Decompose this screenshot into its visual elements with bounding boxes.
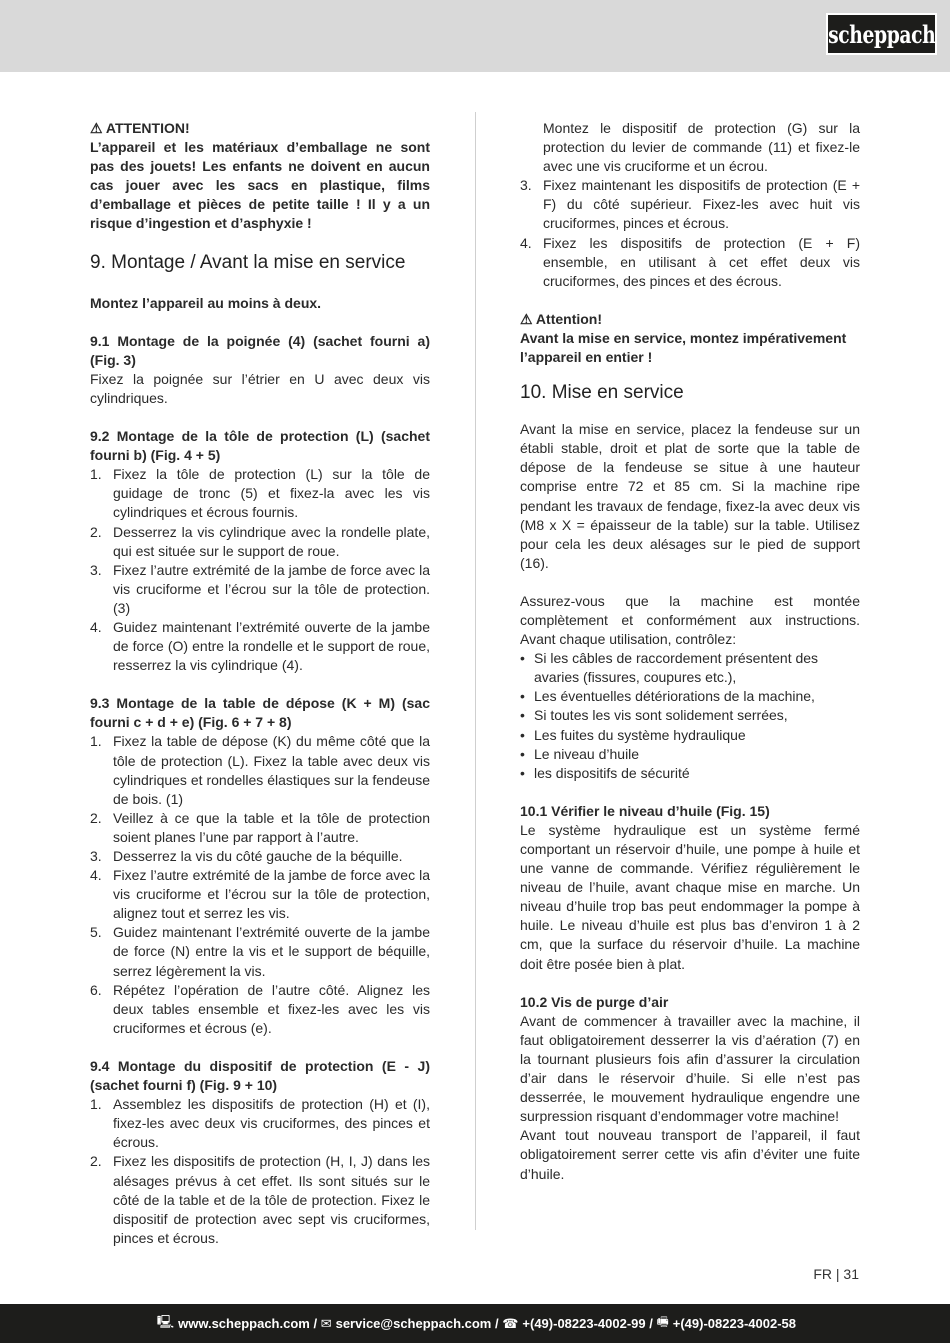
list-item: 6. Répétez l’opération de l’autre côté. Alignez les deux tables ensemble et fixez-les avec les vis cruciformes et écrous (e). <box>90 981 430 1036</box>
s94-list-continued <box>520 176 860 291</box>
s93-title: 9.3 Montage de la table de dépose (K + M) (sac fourni c + d + e) (Fig. 6 + 7 + 8) <box>90 695 430 731</box>
list-item: 1. Assemblez les dispositifs de protection (H) et (I), fixez-les avec deux vis cruciformes, des pinces et écrous. <box>90 1096 430 1151</box>
section-10-paragraph-2: Assurez-vous que la machine est montée complètement et conformément aux instructions. Avant chaque utilisation, contrôlez: <box>520 592 860 648</box>
list-item: 4. Fixez l’autre extrémité de la jambe de force avec la vis cruciforme et l’écrou sur la tôle de protection, alignez tout et serrez les vis. <box>90 867 430 922</box>
list-item: • Les fuites du système hydraulique <box>520 726 860 745</box>
section-10-paragraph-1: Avant la mise en service, placez la fendeuse sur un établi stable, droit et plat de sorte que la table de dépose de la fendeuse se situe à une hauteur comprise entre 72 et 85 cm. Si la machine ripe pendant les travaux de fendage, fixez-la avec deux vis (M8 x X = épaisseur de la table) sur la table. Utilisez pour cela les deux alésages sur le pied de support (16). <box>520 421 860 571</box>
section-9-title: 9. Montage / Avant la mise en service <box>90 251 406 273</box>
left-column <box>90 119 430 1248</box>
list-item: • Si toutes les vis sont solidement serrées, <box>520 706 860 725</box>
brand-name: scheppach <box>827 19 936 49</box>
phone-number: +(49)-08223-4002-99 / <box>522 1316 653 1331</box>
list-item: 4. Guidez maintenant l’extrémité ouverte de la jambe de force (O) entre la rondelle et le support de roue, resserrez la vis cylindrique (4). <box>90 618 430 674</box>
computer-icon: 🖳 <box>156 1313 175 1329</box>
list-item: 1. Fixez la tôle de protection (L) sur la tôle de guidage de tronc (5) et fixez-la avec les vis cylindriques et écrous fournis. <box>90 466 430 521</box>
list-item: 3. Fixez maintenant les dispositifs de protection (E + F) du côté supérieur. Fixez-les avec huit vis cruciformes, pinces et écrous. <box>520 177 860 232</box>
list-item: • Le niveau d’huile <box>520 745 860 764</box>
page-number: FR | 31 <box>813 1266 859 1282</box>
s92-title: 9.2 Montage de la tôle de protection (L) (sachet fourni b) (Fig. 4 + 5) <box>90 428 430 464</box>
continued-text: Montez le dispositif de protection (G) sur la protection du levier de commande (11) et fixez-le avec une vis cruciforme et un écrou. <box>543 120 860 175</box>
email-link[interactable]: service@scheppach.com / <box>335 1316 499 1331</box>
attention-title: ⚠ Attention! <box>520 310 603 327</box>
phone-icon: ☎ <box>502 1315 519 1331</box>
intro-text: Montez l’appareil au moins à deux. <box>90 294 322 311</box>
column-divider <box>475 112 476 1230</box>
s91-text: Fixez la poignée sur l’étrier en U avec deux vis cylindriques. <box>90 370 430 406</box>
s102-text-2: Avant tout nouveau transport de l’appareil, il faut obligatoirement serrer cette vis afin d’éviter une fuite d’huile. <box>520 1127 860 1182</box>
list-item: 1. Fixez la table de dépose (K) du même côté que la tôle de protection (L). Fixez la table avec deux vis cylindriques et rondelles élastiques sur la fendeuse de bois. (1) <box>90 733 430 807</box>
s101-title: 10.1 Vérifier le niveau d’huile (Fig. 15) <box>520 802 770 819</box>
mail-icon: ✉ <box>320 1315 332 1331</box>
list-item: 3. Fixez l’autre extrémité de la jambe de force avec la vis cruciforme et l’écrou sur la tôle de protection. (3) <box>90 561 430 616</box>
list-item: 2. Fixez les dispositifs de protection (H, I, J) dans les alésages prévus à cet effet. Ils sont situés sur le côté de la table et de la tôle de protection. Fixez le dispositif de protection avec sept vis cruciformes, pinces et écrous. <box>90 1153 430 1246</box>
s102-title: 10.2 Vis de purge d’air <box>520 993 669 1010</box>
list-item: 2. Veillez à ce que la table et la tôle de protection soient planes l’une par rapport à l’autre. <box>90 809 430 845</box>
right-column <box>520 119 860 1184</box>
s92-list <box>90 465 430 675</box>
list-item: • Les éventuelles détériorations de la machine, <box>520 687 860 706</box>
warning-text: L’appareil et les matériaux d’emballage ne sont pas des jouets! Les enfants ne doivent en aucun cas jouer avec les sacs en plastique, films d’emballage et pièces de petite taille ! Il y a un risque d’ingestion et d’asphyxie ! <box>90 139 430 232</box>
s102-text: Avant de commencer à travailler avec la machine, il faut obligatoirement desserrer la vis d’aération (7) en la tournant plusieurs fois afin d’assurer la circulation d’air dans le réservoir d’huile. Si elle n’est pas desserrée, le mouvement hydraulique engendre une surpression risquant d’endommager votre machine! <box>520 1012 860 1125</box>
list-item: 4. Fixez les dispositifs de protection (E + F) ensemble, en utilisant à cet effet deux vis cruciformes, des pinces et des écrous. <box>520 234 860 289</box>
s93-list <box>90 732 430 1038</box>
list-item: 5. Guidez maintenant l’extrémité ouverte de la jambe de force (N) entre la vis et le support de béquille, serrez légèrement la vis. <box>90 924 430 979</box>
attention-text: Avant la mise en service, montez impérativement l’appareil en entier ! <box>520 329 847 366</box>
list-item: 3. Desserrez la vis du côté gauche de la béquille. <box>90 848 403 864</box>
s94-title: 9.4 Montage du dispositif de protection (E - J) (sachet fourni f) (Fig. 9 + 10) <box>90 1057 430 1094</box>
scheppach-logo <box>826 13 937 55</box>
list-item: • Si les câbles de raccordement présentent des avaries (fissures, coupures etc.), <box>520 649 860 687</box>
fax-number: +(49)-08223-4002-58 <box>672 1316 796 1331</box>
list-item: • les dispositifs de sécurité <box>520 764 860 783</box>
checklist <box>520 649 860 783</box>
list-item: 2. Desserrez la vis cylindrique avec la rondelle plate, qui est située sur le support de roue. <box>90 523 430 559</box>
section-10-title: 10. Mise en service <box>520 382 684 404</box>
s101-text: Le système hydraulique est un système fermé comportant un réservoir d’huile, une pompe à huile et une vanne de commande. Vérifiez régulièrement le niveau de l’huile, avant chaque mise en marche. Un niveau d’huile trop bas peut endommager la pompe à huile. Le niveau d’huile est plus bas d’environ 1 à 2 cm, que la surface du réservoir d’huile. La machine doit être posée bien à plat. <box>520 821 860 972</box>
website-link[interactable]: www.scheppach.com / <box>178 1316 318 1331</box>
warning-title: ⚠ ATTENTION! <box>90 120 190 136</box>
fax-icon: 🖷 <box>656 1313 669 1329</box>
page-header <box>0 0 950 72</box>
s94-list <box>90 1095 430 1248</box>
page-footer <box>0 1304 950 1343</box>
s91-title: 9.1 Montage de la poignée (4) (sachet fourni a) (Fig. 3) <box>90 332 430 368</box>
